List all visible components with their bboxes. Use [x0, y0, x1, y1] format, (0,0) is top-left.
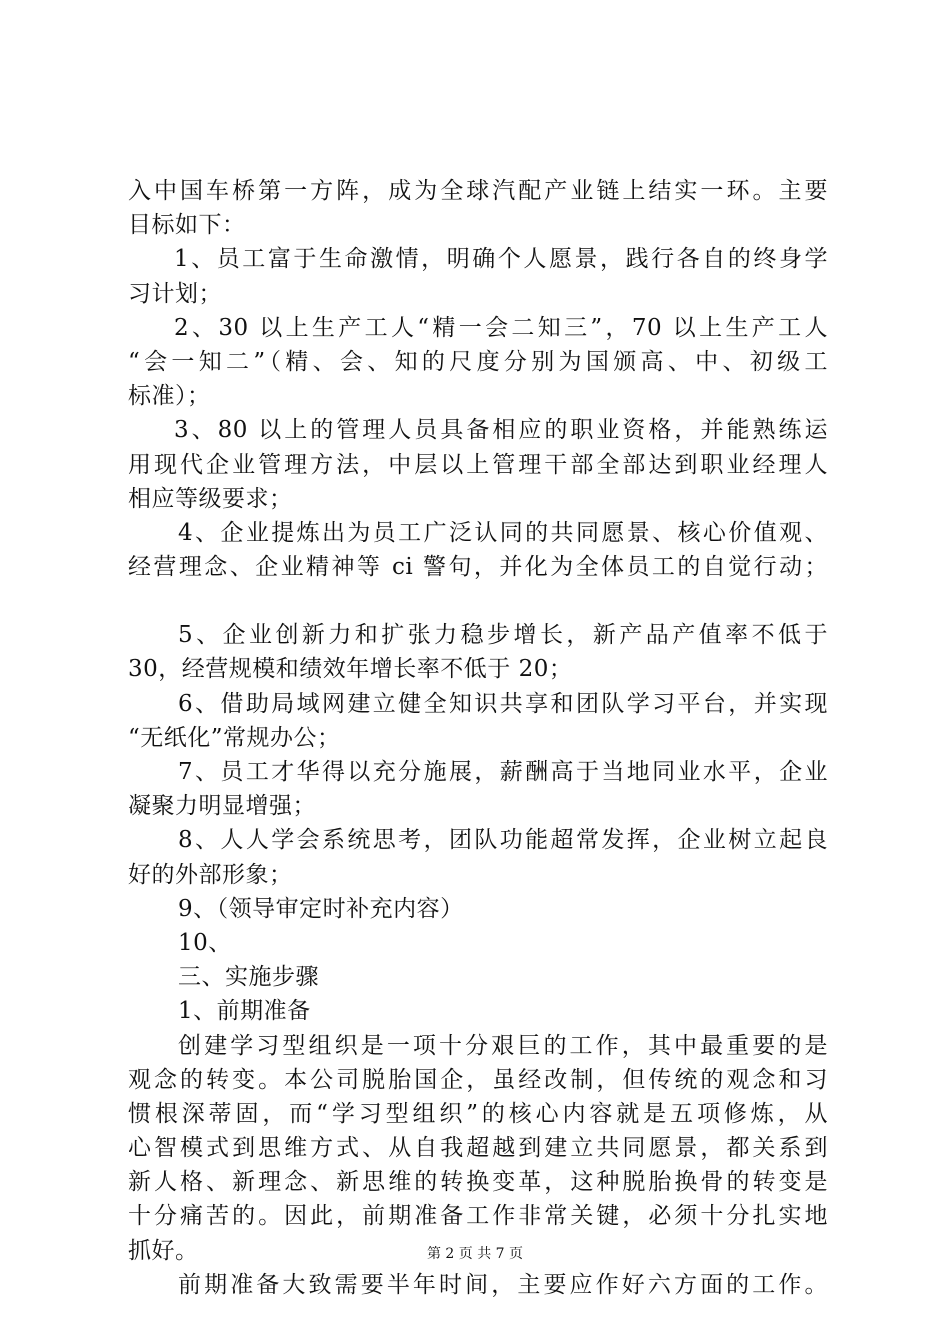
text-line: 习计划；	[128, 280, 222, 307]
text-line: 相应等级要求；	[128, 485, 293, 512]
text-line: 目标如下：	[128, 212, 246, 239]
list-item-1: 1、员工富于生命激情，明确个人愿景，践行各自的终身学	[174, 246, 828, 273]
list-item-9: 9、（领导审定时补充内容）	[178, 895, 464, 922]
paragraph-line: 新人格、新理念、新思维的转换变革，这种脱胎换骨的转变是	[128, 1169, 828, 1196]
list-item-5: 5、企业创新力和扩张力稳步增长，新产品产值率不低于	[178, 622, 828, 649]
paragraph-line: 抓好。	[128, 1237, 199, 1264]
list-item-6: 6、借助局域网建立健全知识共享和团队学习平台，并实现	[178, 690, 828, 717]
section-heading: 三、实施步骤	[178, 964, 319, 991]
paragraph-line: 前期准备大致需要半年时间，主要应作好六方面的工作。	[178, 1271, 828, 1298]
text-line: “无纸化”常规办公；	[128, 724, 341, 751]
list-item-3: 3、80 以上的管理人员具备相应的职业资格，并能熟练运	[174, 417, 828, 444]
text-line: 好的外部形象；	[128, 861, 293, 888]
text-line: “会一知二”（精、会、知的尺度分别为国颁高、中、初级工	[128, 348, 828, 375]
subsection-heading: 1、前期准备	[178, 998, 311, 1025]
paragraph-line: 惯根深蒂固，而“学习型组织”的核心内容就是五项修炼，从	[128, 1100, 828, 1127]
text-line: 标准）；	[128, 383, 211, 410]
list-item-7: 7、员工才华得以充分施展，薪酬高于当地同业水平，企业	[178, 759, 828, 785]
text-line: 30，经营规模和绩效年增长率不低于 20；	[128, 656, 573, 683]
text-line: 凝聚力明显增强；	[128, 793, 316, 820]
paragraph-line: 创建学习型组织是一项十分艰巨的工作，其中最重要的是	[178, 1032, 828, 1059]
list-item-10: 10、	[178, 929, 232, 956]
text-line: 入中国车桥第一方阵，成为全球汽配产业链上结实一环。主要	[128, 178, 828, 204]
page-number: 第 2 页 共 7 页	[426, 1246, 524, 1262]
list-item-2: 2、30 以上生产工人“精一会二知三”，70 以上生产工人	[174, 314, 828, 341]
list-item-4: 4、企业提炼出为员工广泛认同的共同愿景、核心价值观、	[178, 519, 828, 546]
list-item-8: 8、人人学会系统思考，团队功能超常发挥，企业树立起良	[178, 827, 828, 854]
paragraph-line: 十分痛苦的。因此，前期准备工作非常关键，必须十分扎实地	[128, 1203, 828, 1230]
blank-line	[128, 584, 828, 618]
document-body	[128, 174, 828, 1302]
text-line: 经营理念、企业精神等 ci 警句，并化为全体员工的自觉行动；	[128, 554, 828, 581]
paragraph-line: 观念的转变。本公司脱胎国企，虽经改制，但传统的观念和习	[128, 1066, 828, 1093]
paragraph-line: 心智模式到思维方式、从自我超越到建立共同愿景，都关系到	[128, 1135, 828, 1162]
text-line: 用现代企业管理方法，中层以上管理干部全部达到职业经理人	[128, 451, 828, 478]
